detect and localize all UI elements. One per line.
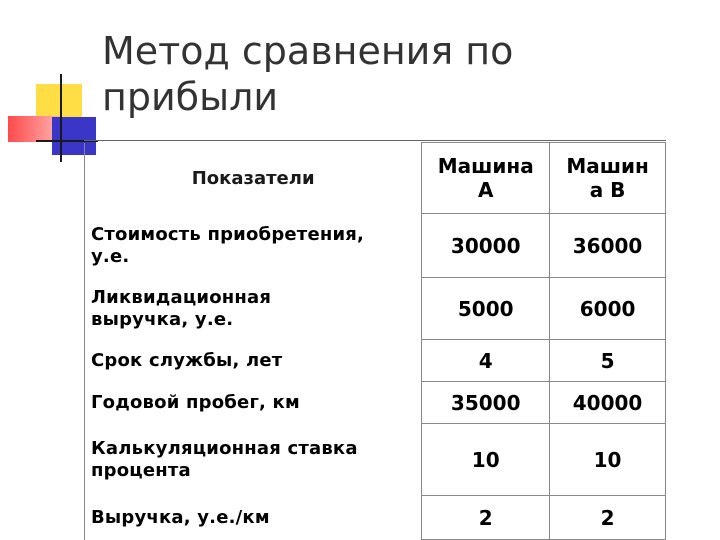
row-label-revenue-per-km — [85, 496, 422, 540]
table-row — [85, 382, 666, 424]
cell-machine-b: 2 — [550, 496, 666, 540]
cell-machine-b: 40000 — [550, 382, 666, 424]
slide-title — [102, 28, 662, 120]
row-label-line-1: Ликвидационная — [91, 286, 272, 308]
header-machine-b-line-1: Машин — [566, 154, 649, 178]
header-machine-b — [550, 143, 666, 214]
header-machine-a-line-1: Машина — [437, 154, 534, 178]
table-row — [85, 278, 666, 340]
slide-title-line-2: прибыли — [102, 75, 279, 119]
slide-title-line-1: Метод сравнения по — [102, 29, 514, 73]
row-label-salvage-revenue — [85, 278, 422, 340]
cell-machine-b: 36000 — [550, 214, 666, 278]
table-row — [85, 424, 666, 496]
cell-machine-a: 2 — [422, 496, 550, 540]
row-label-annual-mileage — [85, 382, 422, 424]
row-label-line-1: Годовой пробег, км — [91, 391, 300, 413]
cell-machine-a: 4 — [422, 340, 550, 382]
cell-machine-b: 6000 — [550, 278, 666, 340]
header-machine-a — [422, 143, 550, 214]
header-machine-b-line-2: а В — [589, 178, 626, 202]
comparison-table-container — [84, 142, 666, 540]
row-label-line-1: Стоимость приобретения, — [91, 223, 365, 245]
cell-machine-b: 5 — [550, 340, 666, 382]
table-row — [85, 214, 666, 278]
row-label-purchase-cost — [85, 214, 422, 278]
row-label-line-2: у.е. — [91, 245, 130, 267]
cell-machine-a: 10 — [422, 424, 550, 496]
comparison-table — [84, 142, 666, 540]
table-row — [85, 496, 666, 540]
row-label-service-life — [85, 340, 422, 382]
header-machine-a-line-2: А — [477, 178, 494, 202]
cell-machine-b: 10 — [550, 424, 666, 496]
header-indicators: Показатели — [85, 143, 422, 214]
cell-machine-a: 30000 — [422, 214, 550, 278]
table-header-row — [85, 143, 666, 214]
row-label-line-1: Срок службы, лет — [91, 349, 283, 371]
title-underline — [84, 140, 666, 141]
row-label-interest-rate — [85, 424, 422, 496]
table-row — [85, 340, 666, 382]
vertical-line-decoration — [60, 74, 62, 162]
row-label-line-1: Выручка, у.е./км — [91, 506, 270, 528]
row-label-line-2: выручка, у.е. — [91, 308, 234, 330]
row-label-line-2: процента — [91, 459, 191, 481]
cell-machine-a: 5000 — [422, 278, 550, 340]
row-label-line-1: Калькуляционная ставка — [91, 437, 358, 459]
cell-machine-a: 35000 — [422, 382, 550, 424]
